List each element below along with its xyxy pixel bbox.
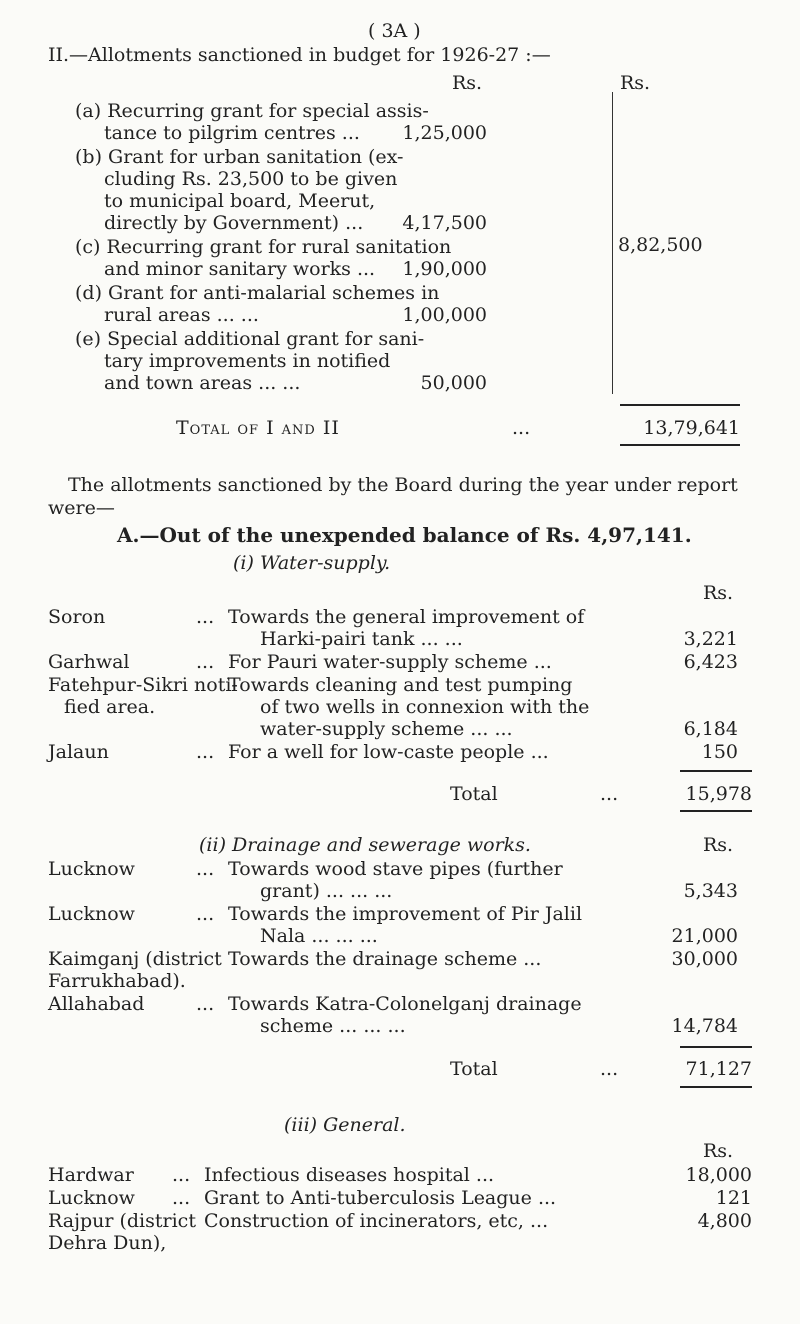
place-name: Allahabad (48, 993, 145, 1015)
place-name: Soron (48, 606, 106, 628)
item-line: (a) Recurring grant for special assis- (75, 100, 429, 122)
description: For a well for low-caste people ... (228, 741, 549, 763)
column-header-rs: Rs. (620, 72, 651, 94)
description: Towards the drainage scheme ... (228, 948, 542, 970)
place-name: Garhwal (48, 651, 130, 673)
grand-total-amount: 13,79,641 (643, 417, 740, 439)
item-line: (d) Grant for anti-malarial schemes in (75, 282, 440, 304)
description: Grant to Anti-tuberculosis League ... (204, 1187, 557, 1209)
dots: ... (196, 903, 215, 925)
place-name: Farrukhabad). (48, 970, 186, 992)
amount: 21,000 (671, 925, 738, 947)
item-line: directly by Government) ... (104, 212, 364, 234)
item-line: (e) Special additional grant for sani- (75, 328, 425, 350)
amount: 6,423 (683, 651, 738, 673)
description: Construction of incinerators, etc, ... (204, 1210, 549, 1232)
amount: 150 (701, 741, 738, 763)
description: Nala ... ... ... (260, 925, 378, 947)
item-line: to municipal board, Meerut, (104, 190, 376, 212)
subsection-heading: (iii) General. (284, 1114, 406, 1136)
column-header-rs: Rs. (703, 582, 734, 604)
subsection-heading: (ii) Drainage and sewerage works. (199, 834, 531, 856)
amount: 4,800 (697, 1210, 752, 1232)
place-name: fied area. (64, 696, 156, 718)
place-name: Jalaun (48, 741, 109, 763)
item-line: tary improvements in notified (104, 350, 391, 372)
amount: 30,000 (671, 948, 738, 970)
total-dots: ... (512, 417, 531, 439)
rule (680, 1046, 752, 1048)
column-header-rs: Rs. (452, 72, 483, 94)
item-line: (b) Grant for urban sanitation (ex- (75, 146, 404, 168)
page-number: ( 3A ) (368, 20, 421, 42)
total-amount: 15,978 (685, 783, 752, 805)
total-amount: 71,127 (685, 1058, 752, 1080)
dots: ... (196, 993, 215, 1015)
total-label: Total of I and II (176, 417, 340, 439)
column-header-rs: Rs. (703, 834, 734, 856)
item-line: (c) Recurring grant for rural sanitation (75, 236, 452, 258)
description: Infectious diseases hospital ... (204, 1164, 495, 1186)
rule (620, 444, 740, 446)
item-line: cluding Rs. 23,500 to be given (104, 168, 398, 190)
description: Towards Katra-Colonelganj drainage (228, 993, 582, 1015)
place-name: Kaimganj (district (48, 948, 222, 970)
intro-text: The allotments sanctioned by the Board during the year under report (68, 474, 738, 496)
amount: 14,784 (671, 1015, 738, 1037)
place-name: Hardwar (48, 1164, 134, 1186)
rule (680, 810, 752, 812)
total-label: Total (450, 783, 498, 805)
place-name: Rajpur (district (48, 1210, 196, 1232)
dots: ... (196, 741, 215, 763)
item-amount: 1,90,000 (402, 258, 487, 280)
total-dots: ... (600, 1058, 619, 1080)
bracket-total: 8,82,500 (618, 234, 703, 256)
description: For Pauri water-supply scheme ... (228, 651, 552, 673)
description: Harki-pairi tank ... ... (260, 628, 463, 650)
description: Towards the improvement of Pir Jalil (228, 903, 583, 925)
dots: ... (172, 1187, 191, 1209)
amount: 6,184 (683, 718, 738, 740)
intro-text: were— (48, 497, 115, 519)
bracket (612, 92, 613, 394)
description: of two wells in connexion with the (260, 696, 590, 718)
description: grant) ... ... ... (260, 880, 393, 902)
item-line: and minor sanitary works ... (104, 258, 376, 280)
rule (680, 1086, 752, 1088)
dots: ... (196, 606, 215, 628)
item-amount: 4,17,500 (402, 212, 487, 234)
amount: 3,221 (683, 628, 738, 650)
description: Towards cleaning and test pumping (228, 674, 573, 696)
column-header-rs: Rs. (703, 1140, 734, 1162)
place-name: Fatehpur-Sikri noti- (48, 674, 238, 696)
item-line: rural areas ... ... (104, 304, 259, 326)
subsection-heading: (i) Water-supply. (233, 552, 391, 574)
item-line: and town areas ... ... (104, 372, 301, 394)
amount: 18,000 (685, 1164, 752, 1186)
dots: ... (196, 858, 215, 880)
description: Towards the general improvement of (228, 606, 585, 628)
item-line: tance to pilgrim centres ... (104, 122, 360, 144)
item-amount: 50,000 (420, 372, 487, 394)
item-amount: 1,00,000 (402, 304, 487, 326)
dots: ... (172, 1164, 191, 1186)
total-label: Total (450, 1058, 498, 1080)
description: scheme ... ... ... (260, 1015, 406, 1037)
section-a-heading: A.—Out of the unexpended balance of Rs. 4,97,141. (117, 523, 692, 547)
place-name: Lucknow (48, 1187, 135, 1209)
item-amount: 1,25,000 (402, 122, 487, 144)
rule (680, 770, 752, 772)
dots: ... (196, 651, 215, 673)
rule (620, 404, 740, 406)
place-name: Lucknow (48, 858, 135, 880)
total-dots: ... (600, 783, 619, 805)
description: water-supply scheme ... ... (260, 718, 513, 740)
description: Towards wood stave pipes (further (228, 858, 563, 880)
place-name: Dehra Dun), (48, 1232, 167, 1254)
place-name: Lucknow (48, 903, 135, 925)
amount: 5,343 (683, 880, 738, 902)
amount: 121 (715, 1187, 752, 1209)
section-heading: II.—Allotments sanctioned in budget for 1926-27 :— (48, 44, 551, 66)
